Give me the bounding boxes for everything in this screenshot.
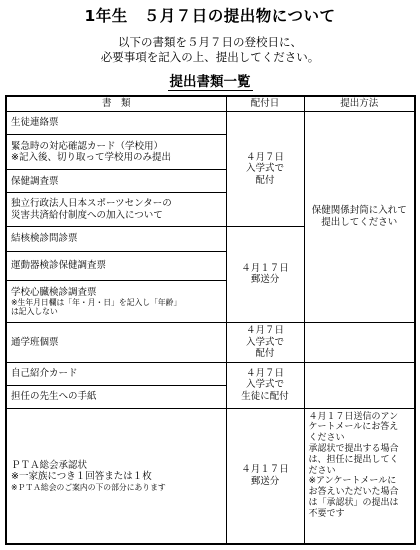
doc-commute-group: 通学班個票: [6, 322, 226, 362]
table-row: [6, 362, 415, 385]
dist-line: ４月７日: [245, 151, 284, 163]
documents-table: [5, 95, 416, 545]
doc-pta-approval: [6, 408, 226, 544]
method-line: ４月１７日送信のアン: [308, 411, 399, 422]
method-line: 不要です: [308, 508, 345, 519]
doc-line: 緊急時の対応確認カード（学校用）: [11, 140, 164, 152]
column-header-distribution-date: 配付日: [226, 96, 304, 112]
column-header-documents: 書 類: [6, 96, 226, 112]
column-header-submission-method: 提出方法: [304, 96, 415, 112]
doc-student-contact: 生徒連絡票: [6, 112, 226, 135]
method-line: 保健関係封筒に入れて: [311, 205, 407, 217]
method-line: 提出してください: [321, 216, 398, 228]
dist-line: ４月１７日: [241, 262, 289, 274]
table-header-row: [6, 96, 415, 112]
page-title: 1年生 ５月７日の提出物について: [84, 7, 336, 25]
method-line: ださい: [308, 465, 336, 476]
method-health-envelope: [304, 112, 415, 323]
dist-line: ４月１７日: [241, 464, 289, 476]
doc-line: 独立行政法人日本スポーツセンターの: [11, 198, 172, 210]
method-pta: [304, 408, 415, 544]
doc-note: は記入しない: [11, 307, 58, 317]
doc-note: ※生年月日欄は「年・月・日」を記入し「年齢」: [11, 298, 182, 308]
intro-line-1: 以下の書類を５月７日の登校日に、: [118, 35, 302, 49]
method-line: ケートメールにお答え: [308, 422, 399, 433]
doc-note: ※記入後、切り取って学校用のみ提出: [11, 152, 171, 164]
intro-line-2: 必要事項を記入の上、提出してください。: [100, 50, 320, 64]
dist-line: 入学式で: [245, 379, 284, 391]
doc-health-survey: 保健調査票: [6, 170, 226, 193]
method-empty: [304, 362, 415, 408]
method-line: は「承認状」の提出は: [308, 497, 399, 508]
list-title-text: 提出書類一覧: [169, 74, 251, 90]
doc-teacher-letter: 担任の先生への手紙: [6, 385, 226, 408]
dist-group-b: [226, 226, 304, 322]
doc-line: 学校心臓検診調査票: [11, 286, 97, 298]
dist-group-a: [226, 112, 304, 227]
dist-line: ４月７日: [245, 325, 284, 337]
doc-note: ※一家族につき１回答または１枚: [11, 471, 152, 483]
dist-line: 入学式で: [245, 163, 284, 175]
method-line: お答えいただいた場合: [308, 487, 399, 498]
doc-heart-exam: [6, 281, 226, 323]
table-row: [6, 322, 415, 362]
table-row: [6, 112, 415, 135]
doc-line: 災害共済給付制度への加入について: [11, 209, 163, 221]
doc-sports-center: [6, 193, 226, 226]
dist-group-e: [226, 408, 304, 544]
dist-group-d: [226, 362, 304, 408]
method-line: ※アンケートメールに: [308, 476, 397, 487]
table-row: [6, 408, 415, 544]
dist-line: 生徒に配付: [241, 390, 289, 402]
doc-tb-questionnaire: 結核検診問診票: [6, 226, 226, 251]
doc-note: ※ＰＴＡ総会のご案内の下の部分にあります: [11, 482, 166, 492]
method-line: は、担任に提出してく: [308, 454, 399, 465]
list-title: [0, 70, 420, 90]
dist-line: 入学式で: [245, 336, 284, 348]
doc-self-intro: 自己紹介カード: [6, 362, 226, 385]
doc-musculoskeletal: 運動器検診保健調査票: [6, 251, 226, 280]
dist-line: 郵送分: [250, 274, 280, 286]
dist-line: 配付: [255, 174, 275, 186]
method-empty: [304, 322, 415, 362]
doc-emergency-card: [6, 134, 226, 170]
method-line: ください: [308, 433, 345, 444]
method-line: 承認状で提出する場合: [308, 443, 399, 454]
dist-group-c: [226, 322, 304, 362]
dist-line: ４月７日: [245, 367, 284, 379]
dist-line: 配付: [255, 348, 275, 360]
dist-line: 郵送分: [250, 475, 280, 487]
doc-line: ＰＴＡ総会承認状: [11, 459, 88, 471]
